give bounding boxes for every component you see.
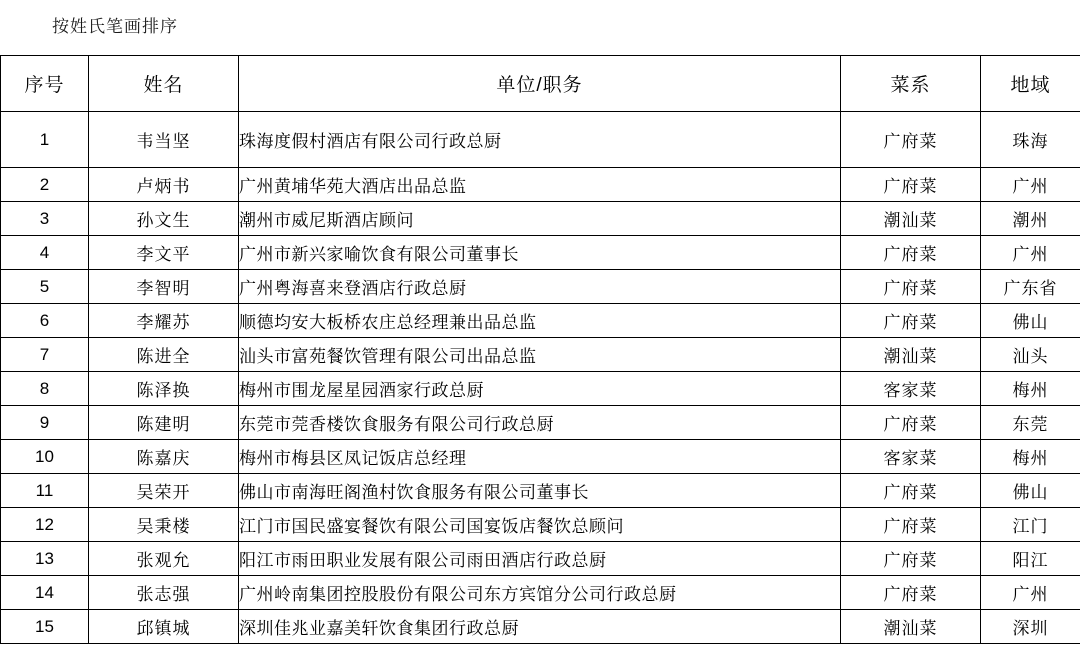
cell-index: 4 xyxy=(1,236,89,270)
cell-name: 邱镇城 xyxy=(89,610,239,644)
table-row xyxy=(1,610,1080,644)
cell-org: 广州市新兴家喻饮食有限公司董事长 xyxy=(239,236,841,270)
cell-index: 1 xyxy=(1,112,89,168)
cell-org: 广州黄埔华苑大酒店出品总监 xyxy=(239,168,841,202)
cell-name: 李耀苏 xyxy=(89,304,239,338)
cell-region: 东莞 xyxy=(981,406,1080,440)
cell-org: 广州粤海喜来登酒店行政总厨 xyxy=(239,270,841,304)
cell-region: 深圳 xyxy=(981,610,1080,644)
cell-cuisine: 广府菜 xyxy=(841,168,981,202)
cell-cuisine: 客家菜 xyxy=(841,372,981,406)
cell-name: 陈进全 xyxy=(89,338,239,372)
cell-name: 卢炳书 xyxy=(89,168,239,202)
cell-index: 11 xyxy=(1,474,89,508)
column-header-region: 地域 xyxy=(981,56,1080,112)
cell-org: 汕头市富苑餐饮管理有限公司出品总监 xyxy=(239,338,841,372)
cell-cuisine: 广府菜 xyxy=(841,406,981,440)
cell-name: 吴秉楼 xyxy=(89,508,239,542)
column-header-name: 姓名 xyxy=(89,56,239,112)
cell-index: 2 xyxy=(1,168,89,202)
table-row xyxy=(1,236,1080,270)
table-row xyxy=(1,270,1080,304)
cell-region: 潮州 xyxy=(981,202,1080,236)
table-row xyxy=(1,372,1080,406)
table-row xyxy=(1,542,1080,576)
cell-index: 9 xyxy=(1,406,89,440)
cell-index: 6 xyxy=(1,304,89,338)
cell-org: 珠海度假村酒店有限公司行政总厨 xyxy=(239,112,841,168)
cell-cuisine: 潮汕菜 xyxy=(841,610,981,644)
cell-org: 顺德均安大板桥农庄总经理兼出品总监 xyxy=(239,304,841,338)
table-row xyxy=(1,406,1080,440)
column-header-index: 序号 xyxy=(1,56,89,112)
table-body xyxy=(1,112,1080,644)
cell-index: 15 xyxy=(1,610,89,644)
page-title: 按姓氏笔画排序 xyxy=(52,17,178,36)
cell-org: 潮州市威尼斯酒店顾问 xyxy=(239,202,841,236)
cell-cuisine: 广府菜 xyxy=(841,112,981,168)
cell-name: 孙文生 xyxy=(89,202,239,236)
cell-region: 佛山 xyxy=(981,304,1080,338)
cell-cuisine: 广府菜 xyxy=(841,576,981,610)
cell-name: 韦当坚 xyxy=(89,112,239,168)
cell-name: 陈嘉庆 xyxy=(89,440,239,474)
cell-cuisine: 客家菜 xyxy=(841,440,981,474)
cell-name: 张志强 xyxy=(89,576,239,610)
cell-org: 阳江市雨田职业发展有限公司雨田酒店行政总厨 xyxy=(239,542,841,576)
table-row xyxy=(1,474,1080,508)
cell-name: 陈建明 xyxy=(89,406,239,440)
cell-index: 14 xyxy=(1,576,89,610)
cell-region: 梅州 xyxy=(981,440,1080,474)
cell-org: 佛山市南海旺阁渔村饮食服务有限公司董事长 xyxy=(239,474,841,508)
table-row xyxy=(1,508,1080,542)
cell-cuisine: 广府菜 xyxy=(841,304,981,338)
table-row xyxy=(1,440,1080,474)
table-header xyxy=(1,56,1080,112)
cell-name: 吴荣开 xyxy=(89,474,239,508)
cell-org: 江门市国民盛宴餐饮有限公司国宴饭店餐饮总顾问 xyxy=(239,508,841,542)
cell-org: 深圳佳兆业嘉美轩饮食集团行政总厨 xyxy=(239,610,841,644)
cell-cuisine: 潮汕菜 xyxy=(841,338,981,372)
cell-region: 广州 xyxy=(981,236,1080,270)
cell-cuisine: 广府菜 xyxy=(841,236,981,270)
cell-region: 广州 xyxy=(981,168,1080,202)
table-row xyxy=(1,338,1080,372)
cell-org: 东莞市莞香楼饮食服务有限公司行政总厨 xyxy=(239,406,841,440)
cell-org: 广州岭南集团控股股份有限公司东方宾馆分公司行政总厨 xyxy=(239,576,841,610)
table-row xyxy=(1,112,1080,168)
cell-region: 广州 xyxy=(981,576,1080,610)
cell-region: 汕头 xyxy=(981,338,1080,372)
column-header-org: 单位/职务 xyxy=(239,56,841,112)
cell-region: 广东省 xyxy=(981,270,1080,304)
cell-cuisine: 广府菜 xyxy=(841,542,981,576)
cell-index: 7 xyxy=(1,338,89,372)
cell-region: 珠海 xyxy=(981,112,1080,168)
cell-name: 李文平 xyxy=(89,236,239,270)
table-row xyxy=(1,576,1080,610)
table-row xyxy=(1,168,1080,202)
cell-index: 8 xyxy=(1,372,89,406)
roster-table xyxy=(0,55,1080,644)
cell-cuisine: 广府菜 xyxy=(841,270,981,304)
cell-name: 张观允 xyxy=(89,542,239,576)
cell-name: 陈泽换 xyxy=(89,372,239,406)
cell-org: 梅州市梅县区凤记饭店总经理 xyxy=(239,440,841,474)
cell-index: 13 xyxy=(1,542,89,576)
cell-org: 梅州市围龙屋星园酒家行政总厨 xyxy=(239,372,841,406)
cell-region: 梅州 xyxy=(981,372,1080,406)
cell-index: 12 xyxy=(1,508,89,542)
roster-table-container xyxy=(0,55,1080,644)
table-header-row xyxy=(1,56,1080,112)
cell-cuisine: 广府菜 xyxy=(841,474,981,508)
cell-region: 江门 xyxy=(981,508,1080,542)
table-row xyxy=(1,202,1080,236)
cell-index: 10 xyxy=(1,440,89,474)
cell-region: 阳江 xyxy=(981,542,1080,576)
cell-name: 李智明 xyxy=(89,270,239,304)
cell-cuisine: 潮汕菜 xyxy=(841,202,981,236)
cell-index: 3 xyxy=(1,202,89,236)
cell-region: 佛山 xyxy=(981,474,1080,508)
cell-index: 5 xyxy=(1,270,89,304)
column-header-cuisine: 菜系 xyxy=(841,56,981,112)
table-row xyxy=(1,304,1080,338)
cell-cuisine: 广府菜 xyxy=(841,508,981,542)
